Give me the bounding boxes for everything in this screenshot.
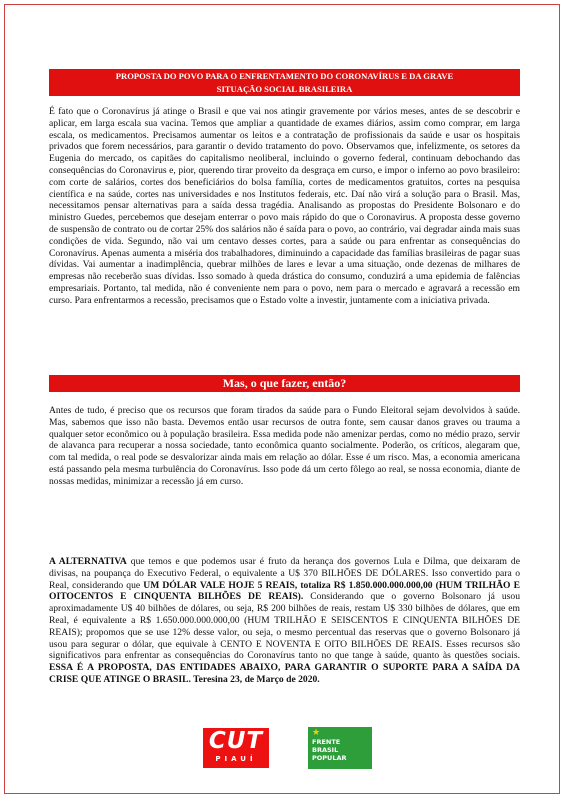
- paragraph3-text-2: Considerando que o governo Bolsonaro já usou aproximadamente U$ 40 bilhões de dólares, ou seja, R$ 200 bilhões de reais, restam U$ 330 bilhões de dólares, que em Real, é equivalente a R$ 1.650.000.000.000,00 (HUM TRILHÃO E SEISCENTOS E CINQUENTA BILHÕES DE REAIS); propomos que se use 12% desse valor, ou seja, o mesmo percentual das reservas que o governo Bolsonaro já usou para segurar o dólar, que equivale à CENTO E NOVENTA E OITO BILHÕES DE REAIS. Esses recursos são significativos para enfrentar as consequências do Coronavírus tanto no que tange à saúde, quanto às questões sociais.: [49, 591, 520, 662]
- title-line-1: PROPOSTA DO POVO PARA O ENFRENTAMENTO DO CORONAVÍRUS E DA GRAVE: [115, 71, 454, 81]
- paragraph3-text-1: que temos e que podemos usar é fruto da herança dos governos Lula e Dilma, que deixaram de divisas, na poupança do Executivo Federal, o equivalente a U$ 370 BILHÕES DE DÓLARES. Isso convertido para o Real, considerando que: [49, 556, 520, 591]
- intro-paragraph: É fato que o Coronavírus já atinge o Brasil e que vai nos atingir gravemente por vários meses, antes de se descobrir e aplicar, em larga escala sua vacina. Temos que ampliar a quantidade de exames diários, assim como comprar, em larga escala, os medicamentos. Precisamos aumentar os leitos e a contratação de profissionais da saúde e usar os hospitais privados que forem necessários, para garantir o devido tratamento do povo. Observamos que, infelizmente, os setores da Eugenia do mercado, os capitães do capitalismo neoliberal, incluindo o governo federal, continuam debochando das consequências do Coronavirus e, pior, querendo tirar proveito da desgraça em curso, e impor o inferno ao povo brasileiro: com corte de salários, cortes dos beneficiários do bolsa família, cortes de medicamentos gratuitos, cortes na pesquisa científica e na saúde, cortes nas universidades e nos Institutos federais, etc. Daí não virá a solução para o Brasil. Mas, necessitamos pensar alternativas para a saída dessa tragédia. Analisando as propostas do Presidente Bolsonaro e do ministro Guedes, percebemos que desejam enterrar o povo mais rápido do que o Coronavirus. A proposta desse governo de suspensão de contrato ou de cortar 25% dos salários não é saída para o povo, ao contrário, vai degradar ainda mais suas condições de vida. Segundo, não vai um centavo desses cortes, para a saúde ou para enfrentar as consequências do Coronavírus. Apenas aumenta a miséria dos trabalhadores, diminuindo a capacidade das famílias brasileiras de pagar suas dívidas. Vai aumentar a inadimplência, quebrar milhões de lares e levar a uma situação, onde dezenas de milhares de empresas não receberão suas dívidas. Isso somado à queda drástica do consumo, conduzirá a uma epidemia de falências empresariais. Portanto, tal medida, não é conveniente nem para o povo, nem para o mercado e agravará a recessão em curso. Para enfrentarmos a recessão, precisamos que o Estado volte a investir, juntamente com a iniciativa privada.: [49, 106, 520, 306]
- frente-brasil-popular-logo: [308, 727, 372, 769]
- frente-logo-line-2: POPULAR: [312, 754, 347, 762]
- cut-logo-text: CUT: [208, 728, 264, 754]
- cut-logo-subtext: PIAUÍ: [215, 755, 257, 763]
- cut-piaui-logo: [203, 728, 269, 768]
- body-paragraph-3: [49, 556, 520, 686]
- title-line-2: SITUAÇÃO SOCIAL BRASILEIRA: [216, 84, 353, 94]
- document-title: [49, 69, 520, 96]
- frente-logo-line-1: FRENTE BRASIL: [312, 738, 341, 754]
- body-paragraph-2: Antes de tudo, é preciso que os recursos que foram tirados da saúde para o Fundo Eleitoral sejam devolvidos à saúde. Mas, sabemos que isso não basta. Devemos então usar recursos de outra fonte, sem causar danos graves ou trauma a qualquer setor econômico ou à população brasileira. Essa medida pode não amenizar perdas, como no médio prazo, servir de alavanca para recuperar a nossa sociedade, tanto econômica quanto socialmente. Poderão, os críticos, alegaram que, com tal medida, o real pode se desvalorizar ainda mais em relação ao dólar. Esse é um risco. Mas, a economia americana está passando pela mesma turbulência do Coronavírus. Isso pode dá um certo fôlego ao real, se nossa economia, diante de nossas medidas, minimizar a recessão já em curso.: [49, 405, 520, 487]
- section-heading: Mas, o que fazer, então?: [49, 375, 520, 392]
- star-icon: ★: [312, 728, 321, 738]
- paragraph3-closing: ESSA É A PROPOSTA, DAS ENTIDADES ABAIXO, PARA GARANTIR O SUPORTE PARA A SAÍDA DA CRISE QUE ATINGE O BRASIL. Teresina 23, de Março de 2020.: [49, 662, 520, 685]
- alternative-lead: A ALTERNATIVA: [49, 556, 127, 567]
- paragraph3-bold-1: UM DÓLAR VALE HOJE 5 REAIS, totaliza R$ 1.850.000.000.000,00 (HUM TRILHÃO E OITOCENTOS E CINQUENTA BILHÕES DE REAIS).: [49, 579, 520, 603]
